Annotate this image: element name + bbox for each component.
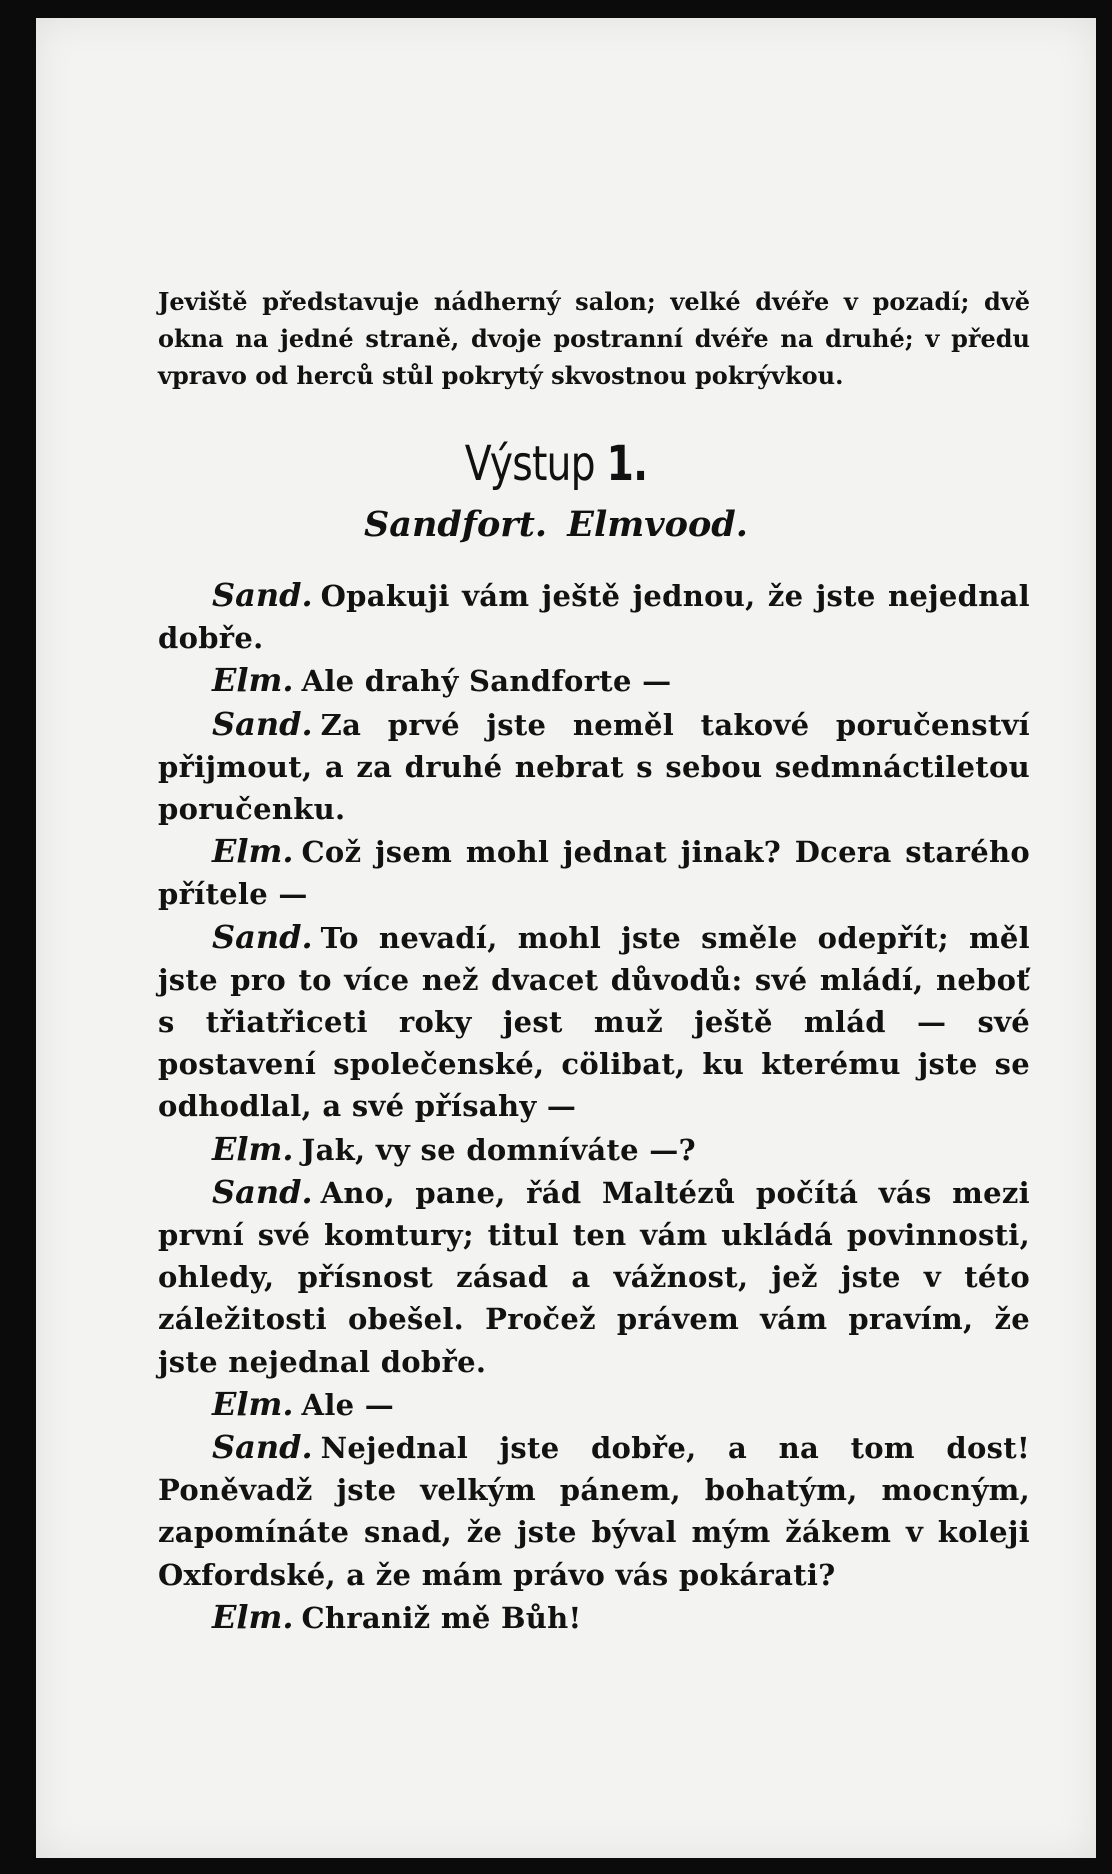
speaker-name: Elm. xyxy=(212,661,294,700)
scene-characters: Sandfort. Elmvood. xyxy=(364,504,748,545)
speech-text: Ale drahý Sandforte — xyxy=(301,664,672,699)
speech-line xyxy=(158,659,1030,702)
dialogue xyxy=(158,574,1030,1639)
speech-text: Opakuji vám ještě jednou, že jste nejednal dobře. xyxy=(158,579,1030,656)
stage-direction: Jeviště představuje nádherný salon; velké dvéře v pozadí; dvě okna na jedné straně, dvoje postranní dvéře na druhé; v předu vpravo od herců stůl pokrytý skvostnou pokrývkou. xyxy=(158,287,1030,390)
speech-line xyxy=(158,574,1030,659)
speech-text: Chraniž mě Bůh! xyxy=(301,1600,582,1635)
speaker-name: Sand. xyxy=(212,1428,313,1467)
scene-label: Výstup xyxy=(464,436,595,492)
speech-text: Za prvé jste neměl takové poručenství přijmout, a za druhé nebrat s sebou sedmnáctiletou poručenku. xyxy=(158,707,1030,827)
scene-heading xyxy=(100,436,1012,492)
speech-text: Jak, vy se domníváte —? xyxy=(301,1132,696,1167)
speaker-name: Elm. xyxy=(212,1129,294,1168)
speech-line xyxy=(158,1596,1030,1639)
speech-text: Ano, pane, řád Maltézů počítá vás mezi první své komtury; titul ten vám ukládá povinnosti, ohledy, přísnost zásad a vážnost, jež jste v této záležitosti obešel. Pročež právem vám pravím, že jste nejednal dobře. xyxy=(158,1175,1030,1379)
speech-line xyxy=(158,1426,1030,1596)
speech-text: To nevadí, mohl jste směle odepřít; měl jste pro to více než dvacet důvodů: své mládí, neboť s třiatřiceti roky jest muž ještě mlád — své postavení společenské, cölibat, ku kterému jste se odhodlal, a své přísahy — xyxy=(158,920,1030,1124)
speaker-name: Sand. xyxy=(212,917,313,956)
speaker-name: Elm. xyxy=(212,1384,294,1423)
speech-line xyxy=(158,1128,1030,1171)
speech-line xyxy=(158,1171,1030,1383)
speech-line xyxy=(158,830,1030,915)
speech-line xyxy=(158,1383,1030,1426)
speaker-name: Sand. xyxy=(212,576,313,614)
speaker-name: Sand. xyxy=(212,704,313,743)
speech-text: Nejednal jste dobře, a na tom dost! Poněvadž jste velkým pánem, bohatým, mocným, zapomínáte snad, že jste býval mým žákem v koleji Oxfordské, a že mám právo vás pokárati? xyxy=(158,1431,1030,1592)
speech-text: Což jsem mohl jednat jinak? Dcera starého přítele — xyxy=(158,835,1030,912)
speech-line xyxy=(158,703,1030,831)
speaker-name: Elm. xyxy=(212,1597,294,1636)
speech-line xyxy=(158,916,1030,1128)
speaker-name: Sand. xyxy=(212,1172,313,1211)
speaker-name: Elm. xyxy=(212,832,294,871)
scene-number: 1. xyxy=(606,436,648,492)
speech-text: Ale — xyxy=(301,1387,395,1422)
